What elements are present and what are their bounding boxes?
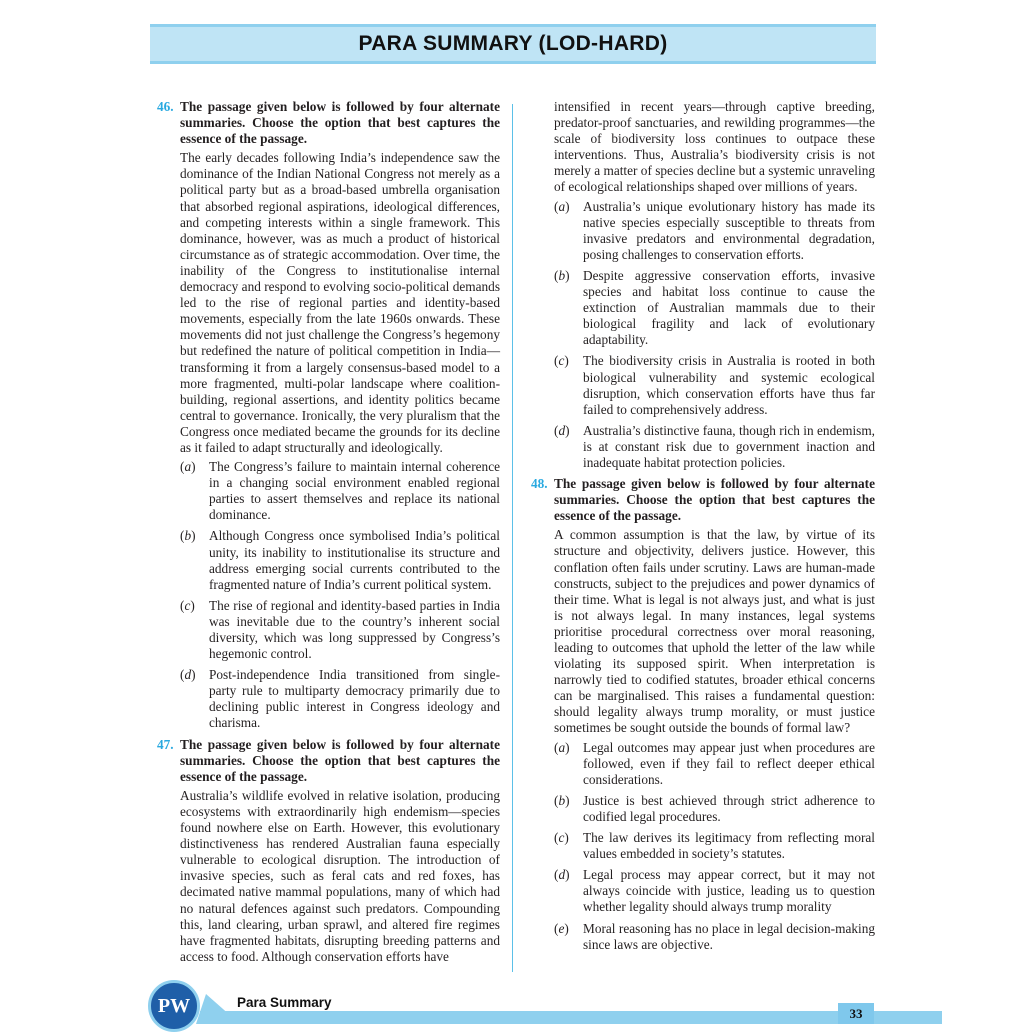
passage <box>554 99 875 196</box>
page-title: PARA SUMMARY (LOD-HARD) <box>358 32 668 55</box>
option-text: The law derives its legitimacy from reflecting moral values embedded in society’s statutes. <box>583 830 875 862</box>
option-b: (b) Despite aggressive conservation efforts, invasive species and habitat loss continue to cause the extinction of Australian mammals due to their biological fragility and lack of evolutionary adaptability. <box>554 267 875 348</box>
passage-text: A common assumption is that the law, by virtue of its structure and objectivity, delivers justice. However, this conflation often fails under scrutiny. Laws are human-made constructs, subject to the prejudices and power dynamics of their time. What is legal is not always just, and what is just is not always legal. In many instances, legal systems prioritise procedural correctness over moral reasoning, leading to outcomes that uphold the letter of the law while violating its supposed spirit. When interpretation is narrowly tied to codified statutes, broader ethical concerns can be marginalised. This raises a fundamental question: should legality always trump morality, or must justice sometimes be sought outside the bounds of formal law? <box>554 527 875 736</box>
question-47 <box>157 737 500 965</box>
footer-section-label: Para Summary <box>237 995 332 1010</box>
option-text: Despite aggressive conservation efforts, invasive species and habitat loss continue to cause the extinction of Australian mammals due to their biological fragility and lack of evolutionary adaptability. <box>583 267 875 348</box>
option-text: The rise of regional and identity-based parties in India was inevitable due to the country’s inherent social diversity, which was long suppressed by Congress’s hegemonic control. <box>209 597 500 662</box>
question-instruction: The passage given below is followed by four alternate summaries. Choose the option that best captures the essence of the passage. <box>180 736 500 784</box>
option-b: (b) Although Congress once symbolised India’s political unity, its inability to institutionalise its structure and address emerging social currents contributed to the fragmented nature of India’s current political system. <box>180 528 500 592</box>
option-letter: d <box>558 422 566 438</box>
header-bar <box>150 24 876 64</box>
option-text: Australia’s distinctive fauna, though rich in endemism, is at constant risk due to government inaction and inadequate habitat protection policies. <box>583 422 875 470</box>
option-c: (c) The biodiversity crisis in Australia is rooted in both biological vulnerability and systemic ecological disruption, which conservation efforts have thus far failed to comprehensively address. <box>554 353 875 417</box>
pw-logo <box>148 980 200 1032</box>
option-d: (d) Legal process may appear correct, but it may not always coincide with justice, leading us to question whether legality should always trump morality <box>554 867 875 915</box>
passage <box>554 527 875 736</box>
option-b: (b) Justice is best achieved through strict adherence to codified legal procedures. <box>554 792 875 824</box>
right-column <box>531 99 875 958</box>
option-letter: e <box>558 920 565 936</box>
option-letter: b <box>184 528 192 544</box>
left-column <box>157 99 500 969</box>
option-letter: c <box>558 353 565 369</box>
question-number: 47. <box>157 736 174 752</box>
option-letter: b <box>558 267 566 283</box>
column-divider <box>512 104 513 972</box>
passage <box>180 150 500 456</box>
option-d: (d) Post-independence India transitioned from single-party rule to multiparty democracy primarily due to declining public interest in Congress ideology and charisma. <box>180 667 500 731</box>
option-letter: d <box>184 667 192 683</box>
option-e: (e) Moral reasoning has no place in legal decision-making since laws are objective. <box>554 920 875 952</box>
question-instruction: The passage given below is followed by four alternate summaries. Choose the option that best captures the essence of the passage. <box>180 99 500 147</box>
option-a: (a) Legal outcomes may appear just when procedures are followed, even if they fail to reflect deeper ethical considerations. <box>554 739 875 787</box>
options-list <box>180 459 500 732</box>
option-letter: b <box>558 792 566 808</box>
question-47-continued <box>531 99 875 471</box>
option-a: (a) The Congress’s failure to maintain internal coherence in a changing social environment enabled regional parties to assert themselves and replace its national dominance. <box>180 459 500 523</box>
passage <box>180 788 500 965</box>
page-number-text: 33 <box>849 1005 863 1021</box>
options-list <box>554 199 875 472</box>
page-number <box>838 1003 874 1024</box>
question-instruction: The passage given below is followed by four alternate summaries. Choose the option that best captures the essence of the passage. <box>554 476 875 524</box>
option-c: (c) The rise of regional and identity-based parties in India was inevitable due to the country’s inherent social diversity, which was long suppressed by Congress’s hegemonic control. <box>180 597 500 662</box>
question-46 <box>157 99 500 732</box>
question-number: 48. <box>531 476 548 492</box>
option-text: Although Congress once symbolised India’s political unity, its inability to institutionalise its structure and address emerging social currents contributed to the fragmented nature of India’s current political system. <box>209 528 500 592</box>
option-letter: a <box>558 198 566 214</box>
footer-band <box>200 1011 942 1024</box>
logo-swoosh-icon <box>196 994 240 1024</box>
option-text: The biodiversity crisis in Australia is rooted in both biological vulnerability and systemic ecological disruption, which conservation efforts have thus far failed to comprehensively address. <box>583 353 875 417</box>
option-text: Justice is best achieved through strict adherence to codified legal procedures. <box>583 792 875 824</box>
option-letter: a <box>184 459 192 475</box>
option-text: Post-independence India transitioned from single-party rule to multiparty democracy primarily due to declining public interest in Congress ideology and charisma. <box>209 667 500 731</box>
option-letter: a <box>558 739 566 755</box>
option-text: The Congress’s failure to maintain internal coherence in a changing social environment enabled regional parties to assert themselves and replace its national dominance. <box>209 459 500 523</box>
question-48 <box>531 476 875 953</box>
option-text: Moral reasoning has no place in legal decision-making since laws are objective. <box>583 920 875 952</box>
options-list <box>554 740 875 953</box>
passage-text: The early decades following India’s independence saw the dominance of the Indian National Congress not merely as a political party but as a broad-based umbrella organisation that absorbed regional aspirations, ideological differences, and competing interests within a single framework. This dominance, however, was as much a product of historical circumstance as of strategic accommodation. Over time, the inability of the Congress to institutionalise internal democracy and respond to evolving socio-political demands led to the rise of regional parties and identity-based movements, especially from the late 1960s onwards. These movements did not just challenge the Congress’s hegemony but redefined the nature of political competition in India—transforming it from a largely consensus-based model to a more fragmented, multi-polar landscape where coalition-building, regional assertions, and identity politics became central to governance. Ironically, the very pluralism that the Congress once mediated became the grounds for its decline as it failed to adapt structurally and ideologically. <box>180 150 500 455</box>
option-a: (a) Australia’s unique evolutionary history has made its native species especially susceptible to threats from invasive predators and environmental degradation, posing challenges to conservation efforts. <box>554 198 875 262</box>
option-text: Australia’s unique evolutionary history has made its native species especially susceptible to threats from invasive predators and environmental degradation, posing challenges to conservation efforts. <box>583 198 875 262</box>
question-number: 46. <box>157 99 174 114</box>
option-d: (d) Australia’s distinctive fauna, though rich in endemism, is at constant risk due to government inaction and inadequate habitat protection policies. <box>554 422 875 470</box>
option-text: Legal process may appear correct, but it may not always coincide with justice, leading us to question whether legality should always trump morality <box>583 867 875 915</box>
option-letter: d <box>558 867 566 883</box>
logo-text: PW <box>157 994 191 1017</box>
passage-text: intensified in recent years—through captive breeding, predator-proof sanctuaries, and rewilding programmes—the scale of biodiversity loss continues to outpace these interventions. Thus, Australia’s biodiversity crisis is not merely a matter of species decline but a systemic unraveling of ecological relationships shaped over millions of years. <box>554 99 875 195</box>
option-c: (c) The law derives its legitimacy from reflecting moral values embedded in society’s statutes. <box>554 830 875 862</box>
passage-text: Australia’s wildlife evolved in relative isolation, producing ecosystems with extraordinarily high endemism—species found nowhere else on Earth. However, this evolutionary distinctiveness has rendered Australian fauna especially vulnerable to ecological disruption. The introduction of invasive species, such as feral cats and red foxes, has decimated native mammal populations, many of which had no natural defences against such predators. Compounding this, land clearing, urban sprawl, and altered fire regimes have fragmented habitats, disrupting breeding patterns and access to food. Although conservation efforts have <box>180 787 500 964</box>
option-text: Legal outcomes may appear just when procedures are followed, even if they fail to reflect deeper ethical considerations. <box>583 739 875 787</box>
option-letter: c <box>184 597 191 613</box>
option-letter: c <box>558 830 565 846</box>
